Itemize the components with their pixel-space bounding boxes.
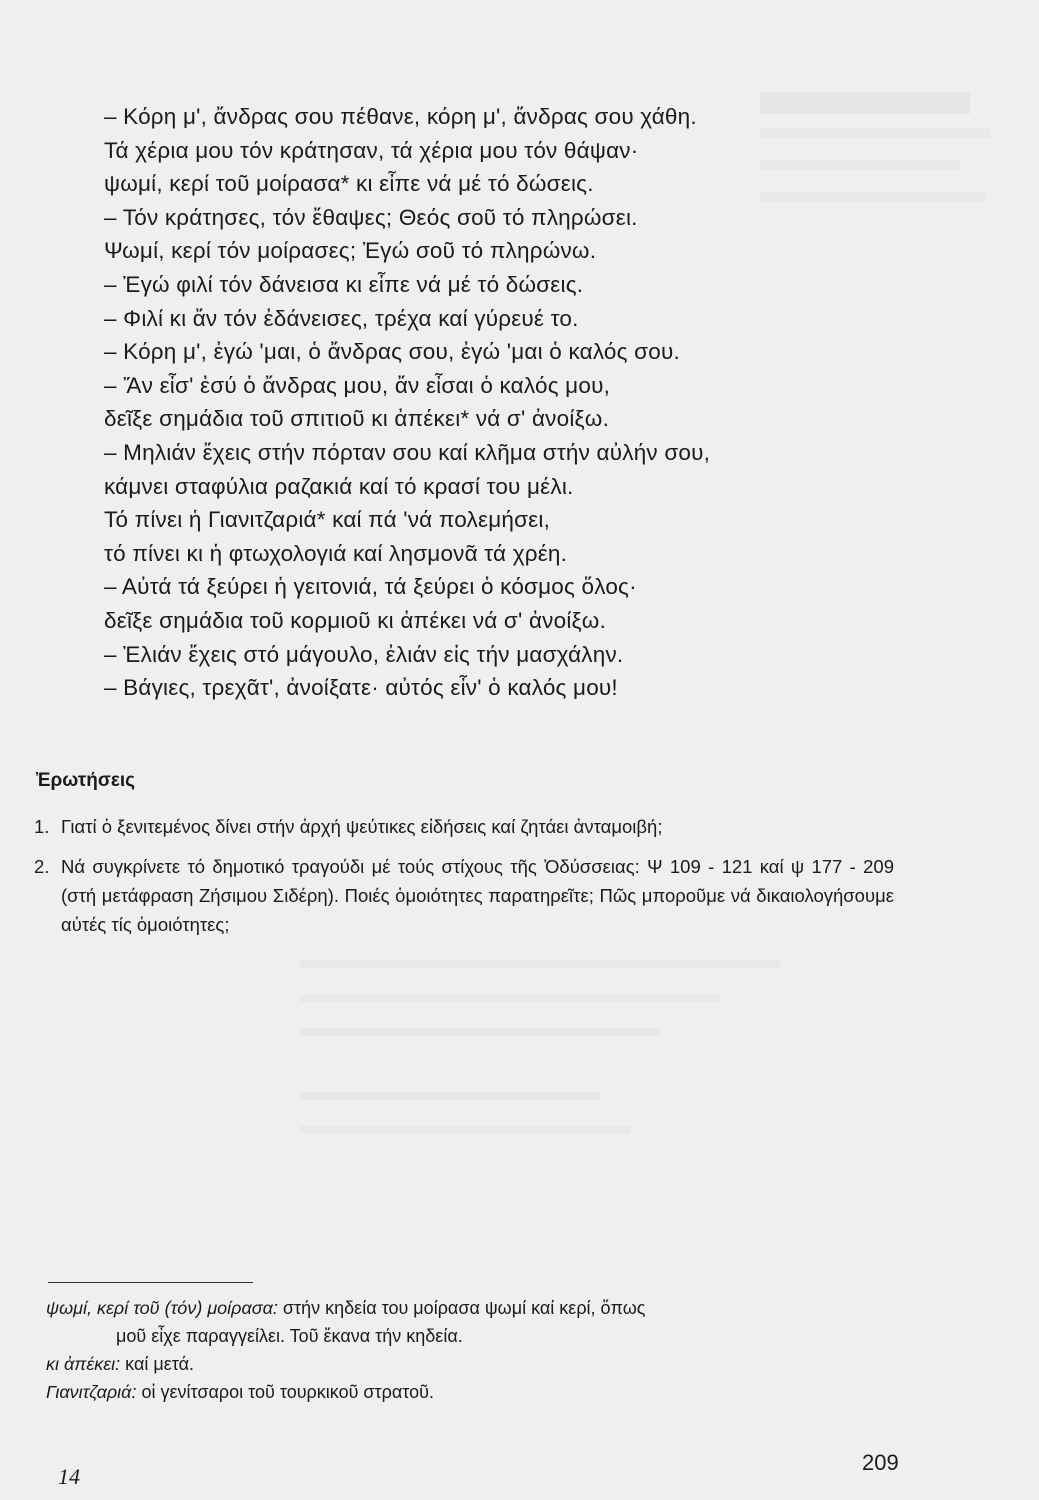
poem-line: – Τόν κράτησες, τόν ἔθαψες; Θεός σοῦ τό πληρώσει. xyxy=(104,204,638,230)
questions-list xyxy=(34,812,894,950)
question-text: Νά συγκρίνετε τό δημοτικό τραγούδι μέ τούς στίχους τῆς Ὀδύσσειας: Ψ 109 - 121 καί ψ 177 - 209 (στή μετάφραση Ζήσιμου Σιδέρη). Ποιές ὁμοιότητες παρατηρεῖτε; Πῶς μποροῦμε νά δικαιολογήσουμε αὐτές τίς ὁμοιότητες; xyxy=(61,856,894,935)
poem-line: Ψωμί, κερί τόν μοίρασες; Ἐγώ σοῦ τό πληρώνω. xyxy=(104,238,597,264)
question-item xyxy=(34,812,894,841)
poem-line: δεῖξε σημάδια τοῦ κορμιοῦ κι ἀπέκει νά σ' ἀνοίξω. xyxy=(104,607,607,633)
question-number: 1. xyxy=(34,816,50,837)
poem-line: Τά χέρια μου τόν κράτησαν, τά χέρια μου τόν θάψαν· xyxy=(104,137,639,163)
footnote-text: οἱ γενίτσαροι τοῦ τουρκικοῦ στρατοῦ. xyxy=(141,1382,434,1402)
footnote xyxy=(46,1350,916,1378)
footnote-term: ψωμί, κερί τοῦ (τόν) μοίρασα: xyxy=(46,1298,278,1318)
footnote-term: κι ἀπέκει: xyxy=(46,1354,121,1374)
footnotes xyxy=(46,1294,916,1406)
question-item xyxy=(34,852,894,939)
footnote xyxy=(46,1294,916,1322)
poem-line: – Κόρη μ', ἄνδρας σου πέθανε, κόρη μ', ἄνδρας σου χάθη. xyxy=(104,104,697,129)
footnote-continuation xyxy=(46,1322,916,1350)
poem-line: – Μηλιάν ἔχεις στήν πόρταν σου καί κλῆμα στήν αὐλήν σου, xyxy=(104,439,711,465)
question-number: 2. xyxy=(34,856,50,877)
footnote-text: μοῦ εἶχε παραγγείλει. Τοῦ ἔκανα τήν κηδεία. xyxy=(116,1326,463,1346)
poem-line: τό πίνει κι ἡ φτωχολογιά καί λησμονᾶ τά χρέη. xyxy=(104,540,568,566)
page-number: 209 xyxy=(862,1450,899,1475)
poem-line: κάμνει σταφύλια ραζακιά καί τό κρασί του μέλι. xyxy=(104,473,574,499)
questions-heading: Ἐρωτήσεις xyxy=(36,770,136,791)
poem-line: ψωμί, κερί τοῦ μοίρασα* κι εἶπε νά μέ τό δώσεις. xyxy=(104,171,594,197)
poem-line: – Ἐλιάν ἔχεις στό μάγουλο, ἐλιάν εἰς τήν μασχάλην. xyxy=(104,641,624,667)
question-text: Γιατί ὁ ξενιτεμένος δίνει στήν ἀρχή ψεύτικες εἰδήσεις καί ζητάει ἀνταμοιβή; xyxy=(61,816,663,837)
footnote-separator xyxy=(48,1282,253,1283)
sheet-number: 14 xyxy=(58,1464,80,1489)
bleed-through-shadow-lower xyxy=(300,960,840,1220)
footnote-text: καί μετά. xyxy=(125,1354,195,1374)
poem-line: – Ἐγώ φιλί τόν δάνεισα κι εἶπε νά μέ τό δώσεις. xyxy=(104,271,584,297)
footnote-text: στήν κηδεία του μοίρασα ψωμί καί κερί, ὅπως xyxy=(282,1298,646,1318)
poem-line: – Ἄν εἶσ' ἐσύ ὁ ἄνδρας μου, ἄν εἶσαι ὁ καλός μου, xyxy=(104,372,611,398)
poem-line: – Βάγιες, τρεχᾶτ', ἀνοίξατε· αὐτός εἶν' ὁ καλός μου! xyxy=(104,675,618,701)
footnote xyxy=(46,1378,916,1406)
poem-line: – Αὐτά τά ξεύρει ἡ γειτονιά, τά ξεύρει ὁ κόσμος ὅλος· xyxy=(104,574,637,600)
poem-line: Τό πίνει ἡ Γιανιτζαριά* καί πά 'νά πολεμήσει, xyxy=(104,507,551,533)
poem-text xyxy=(104,100,884,705)
footnote-term: Γιανιτζαριά: xyxy=(46,1382,137,1402)
poem-line: δεῖξε σημάδια τοῦ σπιτιοῦ κι ἀπέκει* νά σ' ἀνοίξω. xyxy=(104,406,610,432)
poem-line: – Φιλί κι ἄν τόν ἐδάνεισες, τρέχα καί γύρευέ το. xyxy=(104,305,579,331)
poem-line: – Κόρη μ', ἐγώ 'μαι, ὁ ἄνδρας σου, ἐγώ 'μαι ὁ καλός σου. xyxy=(104,339,680,365)
